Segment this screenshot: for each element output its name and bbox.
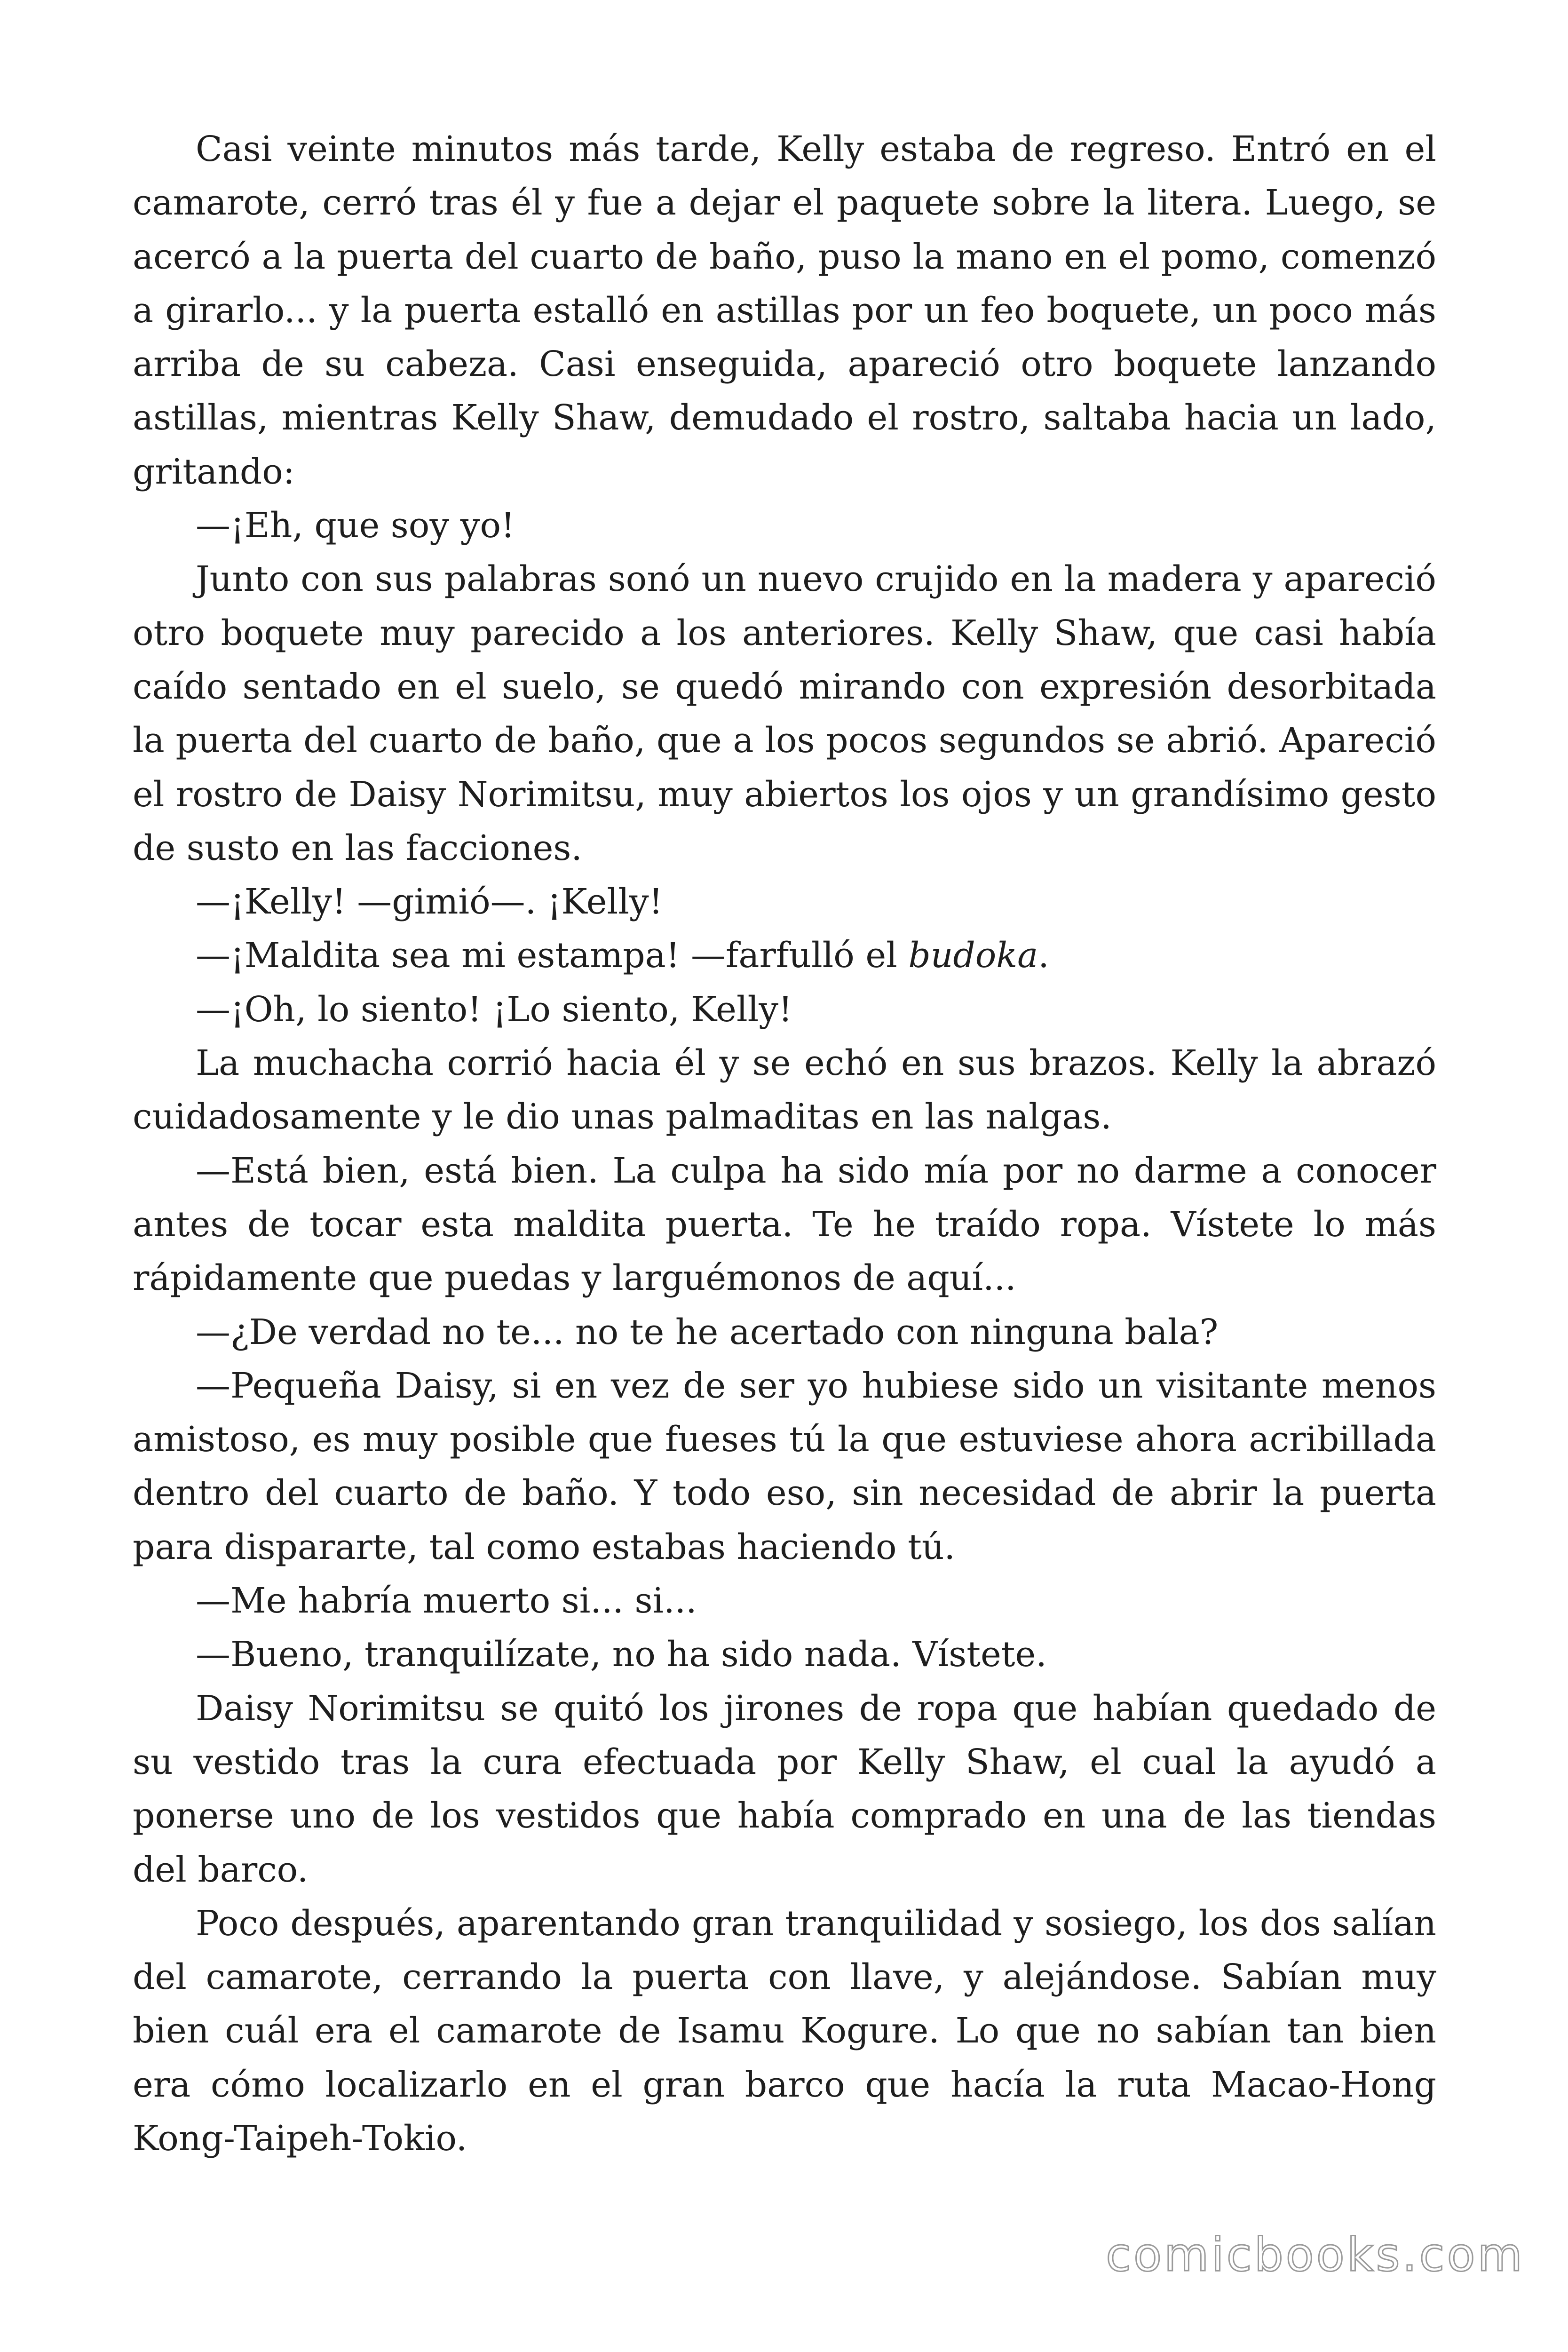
dialogue-line: —Está bien, está bien. La culpa ha sido mía por no darme a conocer antes de tocar esta maldita puerta. Te he traído ropa. Vístete lo más rápidamente que puedas y larguémonos de aquí... [133,1150,1436,1299]
dialogue-line: —¡Oh, lo siento! ¡Lo siento, Kelly! [196,989,792,1030]
italic-word: budoka [908,935,1038,976]
dialogue-line: —Pequeña Daisy, si en vez de ser yo hubiese sido un visitante menos amistoso, es muy posible que fueses tú la que estuviese ahora acribillada dentro del cuarto de baño. Y todo eso, sin necesidad de abrir la puerta para dispararte, tal como estabas haciendo tú. [133,1365,1436,1567]
paragraph: Poco después, aparentando gran tranquilidad y sosiego, los dos salían del camarote, cerrando la puerta con llave, y alejándose. Sabían muy bien cuál era el camarote de Isamu Kogure. Lo que no sabían tan bien era cómo localizarlo en el gran barco que hacía la ruta Macao-Hong Kong-Taipeh-Tokio. [133,1903,1436,2159]
dialogue-line: —¡Kelly! —gimió—. ¡Kelly! [196,882,663,922]
punctuation: . [1038,935,1049,976]
paragraph: Daisy Norimitsu se quitó los jirones de ropa que habían quedado de su vestido tras la cura efectuada por Kelly Shaw, el cual la ayudó a ponerse uno de los vestidos que había comprado en una de las tiendas del barco. [133,1688,1436,1890]
dialogue-text: —¡Maldita sea mi estampa! —farfulló el [196,935,909,976]
dialogue-line: —Me habría muerto si... si... [196,1581,697,1621]
paragraph: Casi veinte minutos más tarde, Kelly estaba de regreso. Entró en el camarote, cerró tras él y fue a dejar el paquete sobre la litera. Luego, se acercó a la puerta del cuarto de baño, puso la mano en el pomo, comenzó a girarlo... y la puerta estalló en astillas por un feo boquete, un poco más arriba de su cabeza. Casi enseguida, apareció otro boquete lanzando astillas, mientras Kelly Shaw, demudado el rostro, saltaba hacia un lado, gritando: [133,129,1436,492]
dialogue-line [133,929,1436,982]
dialogue-line: —¿De verdad no te... no te he acertado con ninguna bala? [196,1311,1219,1352]
book-page-text [133,122,1436,2165]
paragraph: La muchacha corrió hacia él y se echó en sus brazos. Kelly la abrazó cuidadosamente y le dio unas palmaditas en las nalgas. [133,1043,1436,1137]
dialogue-line: —¡Eh, que soy yo! [196,505,515,546]
paragraph: Junto con sus palabras sonó un nuevo crujido en la madera y apareció otro boquete muy parecido a los anteriores. Kelly Shaw, que casi había caído sentado en el suelo, se quedó mirando con expresión desorbitada la puerta del cuarto de baño, que a los pocos segundos se abrió. Apareció el rostro de Daisy Norimitsu, muy abiertos los ojos y un grandísimo gesto de susto en las facciones. [133,559,1436,868]
dialogue-line: —Bueno, tranquilízate, no ha sido nada. Vístete. [196,1634,1047,1675]
watermark: comicbooks.com [1106,2228,1525,2282]
